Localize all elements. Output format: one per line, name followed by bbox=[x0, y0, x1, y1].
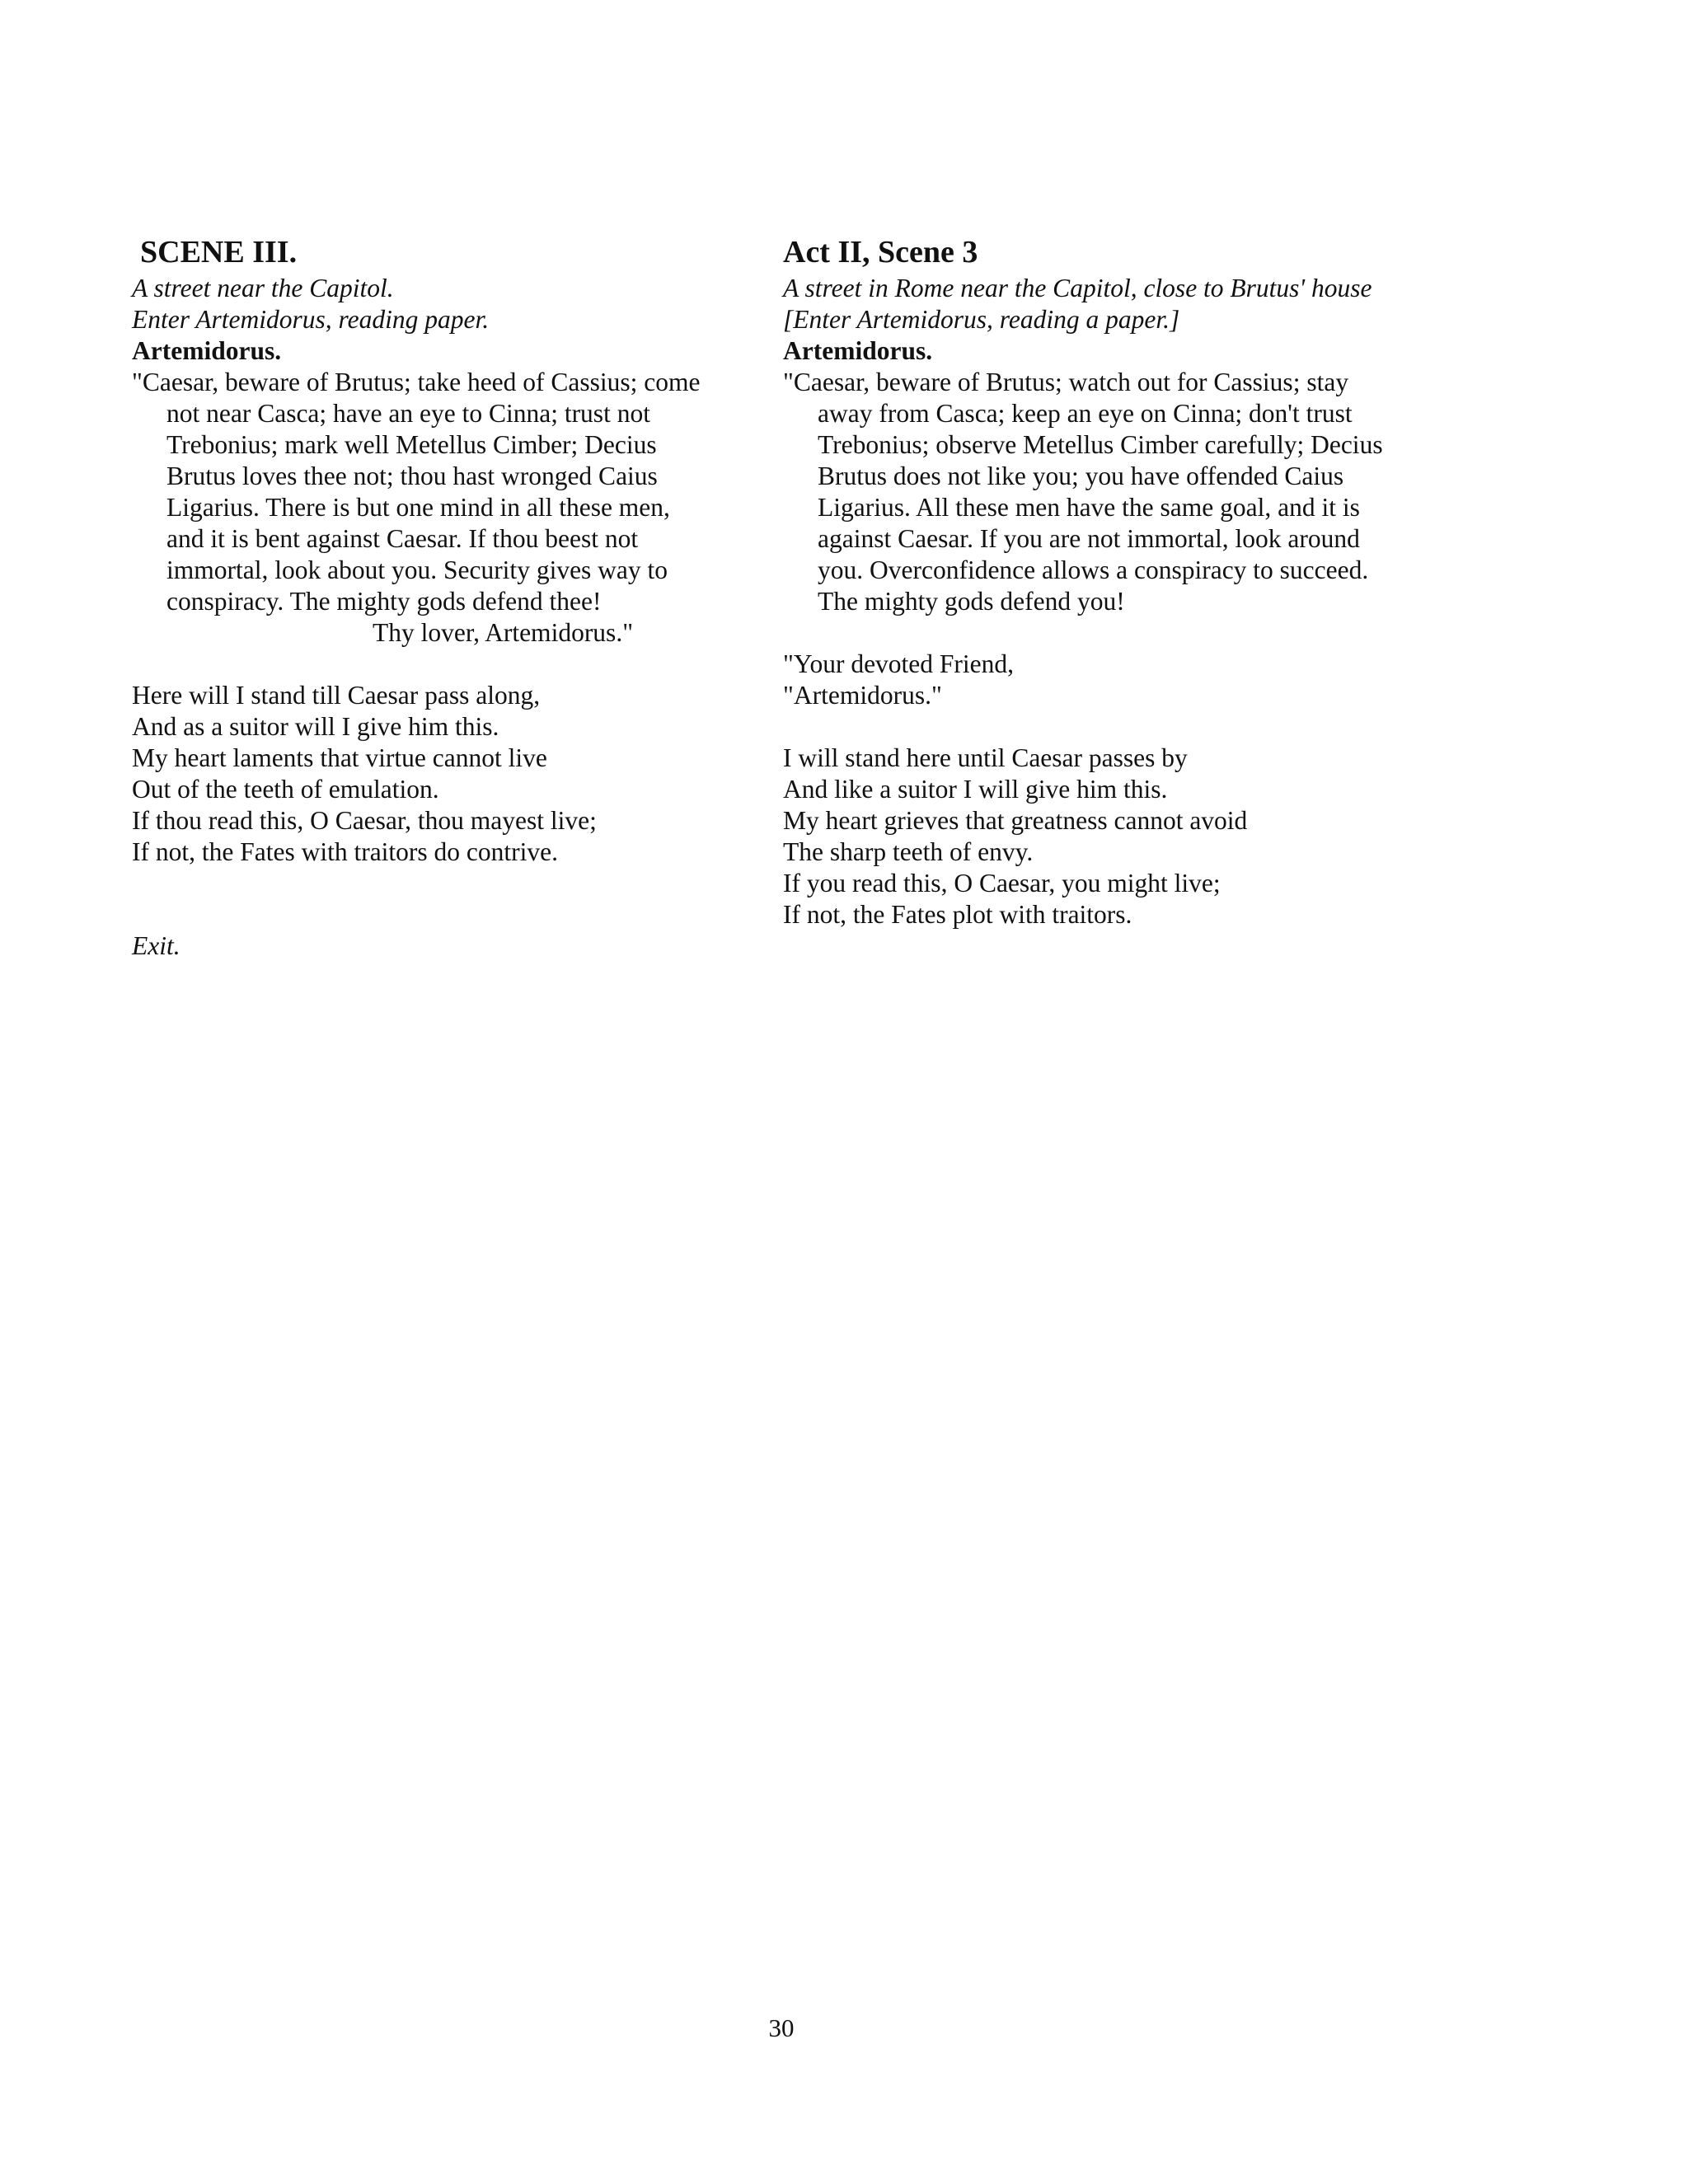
translation-column bbox=[783, 233, 1434, 930]
letter-line: conspiracy. The mighty gods defend thee! bbox=[166, 587, 602, 616]
letter-line: immortal, look about you. Security gives way to bbox=[166, 555, 668, 584]
letter-line: "Caesar, beware of Brutus; watch out for Cassius; stay bbox=[783, 368, 1349, 396]
verse-line: And like a suitor I will give him this. bbox=[783, 775, 1168, 804]
spacer bbox=[783, 617, 1434, 649]
signoff-line: "Artemidorus." bbox=[783, 681, 942, 710]
letter-line: you. Overconfidence allows a conspiracy to succeed. bbox=[818, 555, 1369, 584]
page-number: 30 bbox=[768, 2013, 795, 2042]
verse-line: My heart grieves that greatness cannot avoid bbox=[783, 806, 1248, 835]
verse-line: If not, the Fates with traitors do contrive. bbox=[132, 837, 559, 866]
speaker-name: Artemidorus. bbox=[783, 336, 933, 365]
letter-line: Trebonius; mark well Metellus Cimber; Decius bbox=[166, 430, 657, 459]
stage-direction-exit: Exit. bbox=[132, 931, 181, 960]
letter-text bbox=[783, 367, 1434, 617]
spacer bbox=[132, 868, 742, 930]
scene-heading: SCENE III. bbox=[140, 235, 298, 269]
stage-direction-entrance: [Enter Artemidorus, reading a paper.] bbox=[783, 305, 1180, 334]
letter-text bbox=[132, 367, 742, 649]
verse-line: If not, the Fates plot with traitors. bbox=[783, 900, 1132, 929]
speaker-name: Artemidorus. bbox=[132, 336, 282, 365]
letter-line: Ligarius. There is but one mind in all these men, bbox=[166, 493, 670, 522]
verse-line: And as a suitor will I give him this. bbox=[132, 712, 499, 741]
signoff-line: "Your devoted Friend, bbox=[783, 649, 1015, 678]
verse-line: The sharp teeth of envy. bbox=[783, 837, 1034, 866]
stage-direction-entrance: Enter Artemidorus, reading paper. bbox=[132, 305, 490, 334]
verse-line: Here will I stand till Caesar pass along, bbox=[132, 681, 541, 710]
letter-line: Trebonius; observe Metellus Cimber carefully; Decius bbox=[818, 430, 1383, 459]
scene-setting: A street in Rome near the Capitol, close to Brutus' house bbox=[783, 274, 1372, 302]
verse-block bbox=[783, 743, 1434, 930]
scene-heading: Act II, Scene 3 bbox=[783, 235, 978, 269]
letter-line: Brutus loves thee not; thou hast wronged Caius bbox=[166, 462, 658, 490]
scene-setting: A street near the Capitol. bbox=[132, 274, 394, 302]
letter-line: against Caesar. If you are not immortal, look around bbox=[818, 524, 1360, 553]
letter-line: not near Casca; have an eye to Cinna; trust not bbox=[166, 399, 650, 428]
letter-signature: Thy lover, Artemidorus." bbox=[373, 618, 634, 647]
verse-line: Out of the teeth of emulation. bbox=[132, 775, 439, 804]
letter-line: Brutus does not like you; you have offended Caius bbox=[818, 462, 1344, 490]
verse-block bbox=[132, 680, 742, 868]
spacer bbox=[132, 649, 742, 680]
letter-line: away from Casca; keep an eye on Cinna; don't trust bbox=[818, 399, 1353, 428]
letter-line: The mighty gods defend you! bbox=[818, 587, 1125, 616]
verse-line: If you read this, O Caesar, you might live; bbox=[783, 869, 1221, 898]
verse-line: I will stand here until Caesar passes by bbox=[783, 743, 1188, 772]
letter-line: and it is bent against Caesar. If thou beest not bbox=[166, 524, 639, 553]
letter-line: "Caesar, beware of Brutus; take heed of Cassius; come bbox=[132, 368, 701, 396]
letter-line: Ligarius. All these men have the same goal, and it is bbox=[818, 493, 1360, 522]
spacer bbox=[783, 711, 1434, 743]
verse-line: If thou read this, O Caesar, thou mayest live; bbox=[132, 806, 597, 835]
letter-signoff bbox=[783, 649, 1434, 711]
verse-line: My heart laments that virtue cannot live bbox=[132, 743, 547, 772]
original-text-column bbox=[132, 233, 742, 962]
